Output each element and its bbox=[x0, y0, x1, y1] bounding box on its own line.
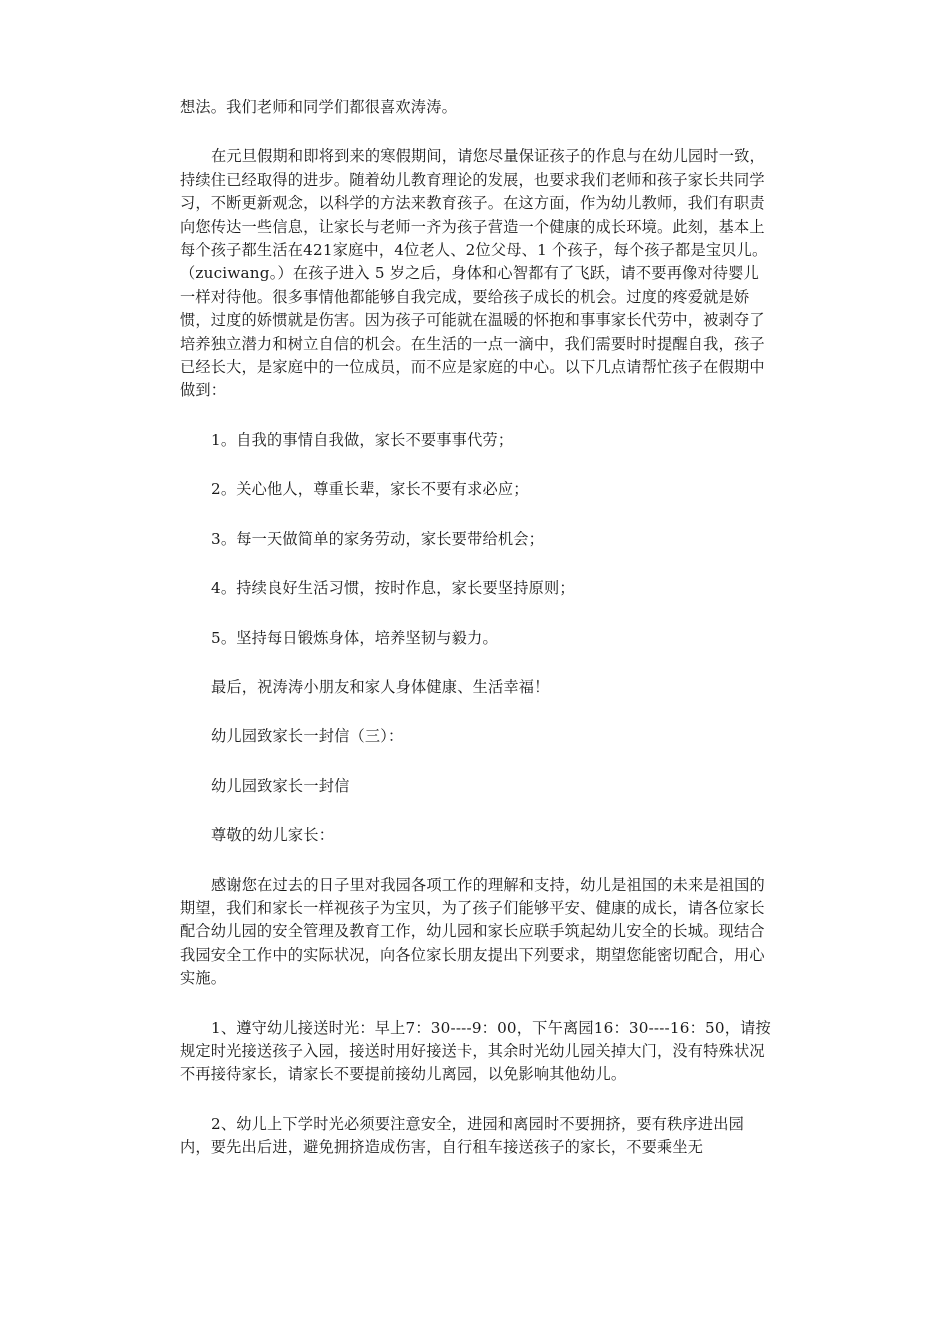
list-item-4: 4。持续良好生活习惯，按时作息，家长要坚持原则； bbox=[211, 579, 575, 598]
list-item-2: 2。关心他人，尊重长辈，家长不要有求必应； bbox=[211, 480, 529, 499]
letter-title: 幼儿园致家长一封信 bbox=[211, 776, 350, 795]
list-item-1: 1。自我的事情自我做，家长不要事事代劳； bbox=[211, 430, 514, 449]
list-item-5: 5。坚持每日锻炼身体，培养坚韧与毅力。 bbox=[211, 628, 498, 647]
rule-1: 1、遵守幼儿接送时光：早上7：30----9：00，下午离园16：30----16：50，请按规定时光接送孩子入园，接送时用好接送卡，其余时光幼儿园关掉大门，没有特殊状况不再接待家长，请家长不要提前接幼儿离园，以免影响其他幼儿。 bbox=[180, 1018, 771, 1084]
paragraph-holiday-advice: 在元旦假期和即将到来的寒假期间，请您尽量保证孩子的作息与在幼儿园时一致，持续住已经取得的进步。随着幼儿教育理论的发展，也要求我们老师和孩子家长共同学习，不断更新观念，以科学的方法来教育孩子。在这方面，作为幼儿教师，我们有职责向您传达一些信息，让家长与老师一齐为孩子营造一个健康的成长环境。此刻，基本上每个孩子都生活在421家庭中，4位老人、2位父母、1 个孩子，每个孩子都是宝贝儿。（zuciwang。）在孩子进入 5 岁之后，身体和心智都有了飞跃，请不要再像对待婴儿一样对待他。很多事情他都能够自我完成，要给孩子成长的机会。过度的疼爱就是娇惯，过度的娇惯就是伤害。因为孩子可能就在温暖的怀抱和事事家长代劳中，被剥夺了培养独立潜力和树立自信的机会。在生活的一点一滴中，我们需要时时提醒自我，孩子已经长大，是家庭中的一位成员，而不应是家庭的中心。以下几点请帮忙孩子在假期中做到： bbox=[180, 147, 768, 400]
letter-intro: 感谢您在过去的日子里对我园各项工作的理解和支持，幼儿是祖国的未来是祖国的期望，我们和家长一样视孩子为宝贝，为了孩子们能够平安、健康的成长，请各位家长配合幼儿园的安全管理及教育工作，幼儿园和家长应联手筑起幼儿安全的长城。现结合我园安全工作中的实际状况，向各位家长朋友提出下列要求，期望您能密切配合，用心实施。 bbox=[180, 875, 765, 988]
section-heading: 幼儿园致家长一封信（三）： bbox=[211, 727, 404, 746]
list-item-3: 3。每一天做简单的家务劳动，家长要带给机会； bbox=[211, 529, 545, 548]
letter-salutation: 尊敬的幼儿家长： bbox=[211, 826, 335, 845]
closing-wish: 最后，祝涛涛小朋友和家人身体健康、生活幸福！ bbox=[211, 677, 550, 696]
rule-2: 2、幼儿上下学时光必须要注意安全，进园和离园时不要拥挤，要有秩序进出园内，要先出后进，避免拥挤造成伤害，自行租车接送孩子的家长，不要乘坐无 bbox=[180, 1114, 745, 1157]
paragraph-continuation: 想法。我们老师和同学们都很喜欢涛涛。 bbox=[180, 98, 457, 116]
document-page bbox=[180, 96, 772, 1160]
